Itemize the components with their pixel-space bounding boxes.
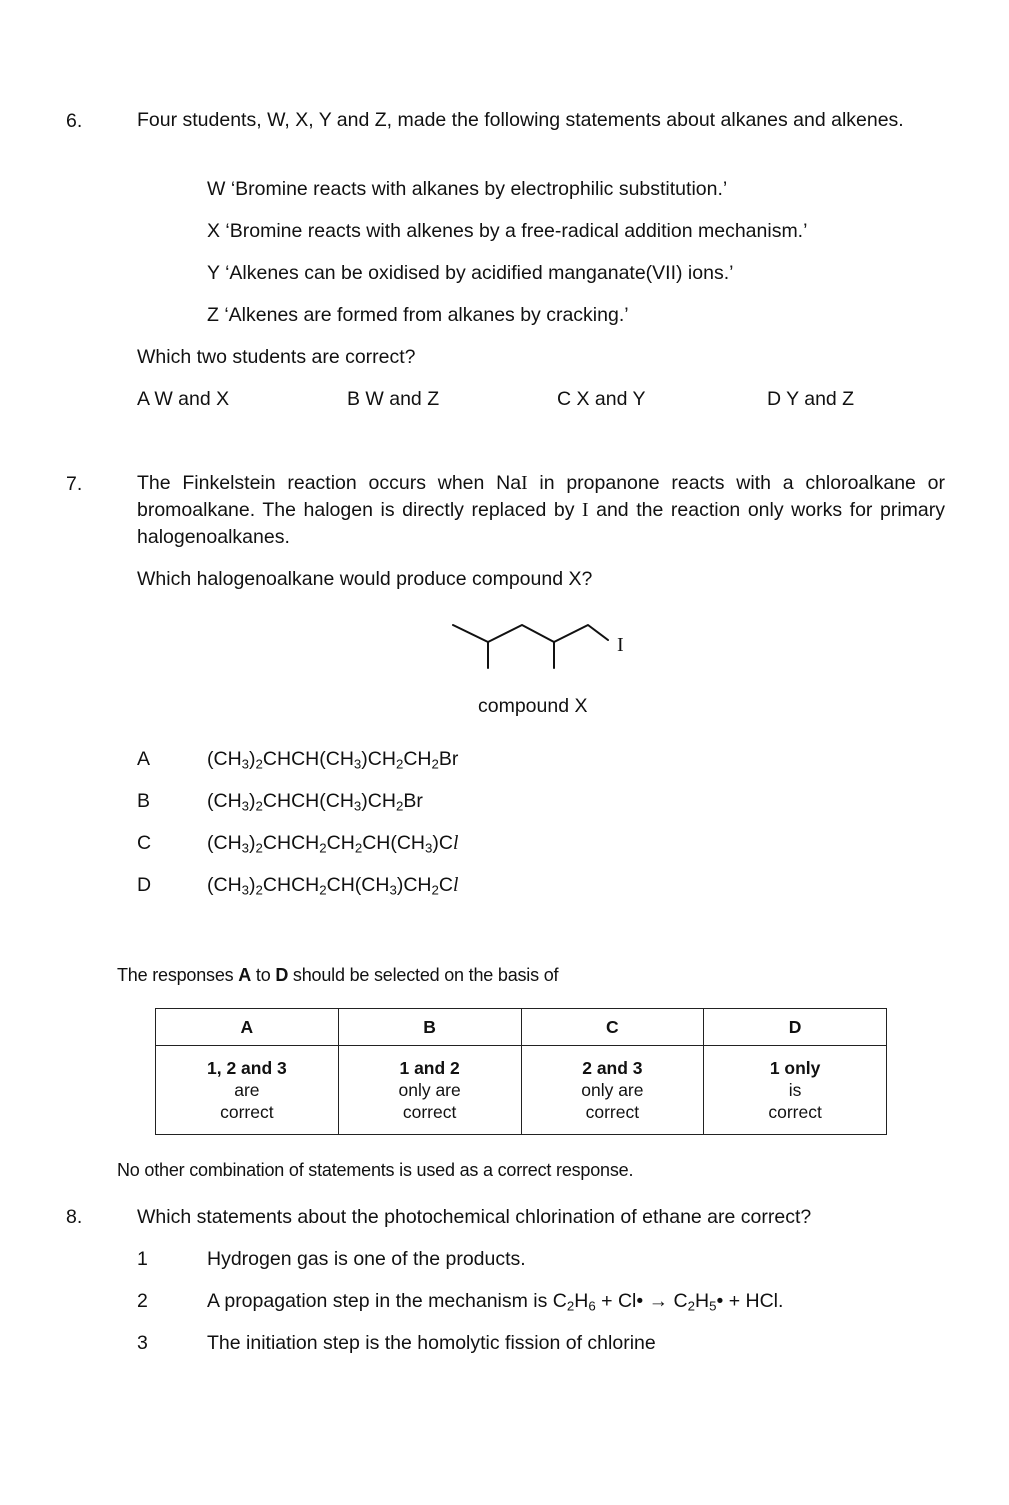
q8-statement-2-number: 2	[137, 1290, 148, 1312]
iodine-atom-label: I	[617, 634, 624, 656]
basis-d: D	[275, 965, 289, 985]
q6-question: Which two students are correct?	[137, 346, 416, 368]
q7-stem-part1: The Finkelstein reaction occurs when Na	[137, 472, 522, 494]
cell-d-line3: correct	[768, 1102, 822, 1122]
q8-number: 8.	[66, 1206, 83, 1228]
q7-option-d-letter[interactable]: D	[137, 874, 152, 896]
q6-statement-w: W ‘Bromine reacts with alkanes by electrophilic substitution.’	[207, 178, 728, 200]
q6-option-a[interactable]: A W and X	[137, 388, 230, 410]
q8-statement-1-text: Hydrogen gas is one of the products.	[207, 1248, 526, 1270]
table-header-row	[156, 1009, 887, 1046]
compound-x-caption: compound X	[478, 695, 588, 717]
q7-option-c-formula[interactable]: $(CH_3)_2CHCH_2CH_2CH(CH_3)Cl$	[207, 832, 459, 856]
q7-option-b-formula[interactable]: $(CH_3)_2CHCH(CH_3)CH_2Br$	[207, 790, 423, 814]
compound-x-structure	[440, 612, 640, 672]
table-cell-b	[338, 1046, 521, 1135]
cell-b-line2: only are	[398, 1080, 461, 1100]
cell-a-line3: correct	[220, 1102, 274, 1122]
q7-option-d-formula[interactable]: $(CH_3)_2CHCH_2CH(CH_3)CH_2Cl$	[207, 874, 459, 898]
q7-stem-part2: in propanone reacts with a chloroalkane or bromoalkane. The halogen is directly replaced by	[137, 472, 946, 521]
table-header-a: A	[156, 1009, 339, 1046]
response-footnote: No other combination of statements is used as a correct response.	[117, 1160, 634, 1180]
cell-a-bold: 1, 2 and 3	[206, 1058, 287, 1078]
table-header-c: C	[521, 1009, 704, 1046]
cell-b-bold: 1 and 2	[399, 1058, 460, 1078]
q6-number: 6.	[66, 110, 83, 132]
response-key-table	[155, 1008, 887, 1135]
q6-statement-x: X ‘Bromine reacts with alkenes by a free-radical addition mechanism.’	[207, 220, 808, 242]
response-basis	[117, 962, 558, 988]
table-header-d: D	[704, 1009, 887, 1046]
table-header-b: B	[338, 1009, 521, 1046]
table-cell-a	[156, 1046, 339, 1135]
q8-stem: Which statements about the photochemical chlorination of ethane are correct?	[137, 1206, 812, 1228]
q8-statement-3-number: 3	[137, 1332, 148, 1354]
q7-option-b-letter[interactable]: B	[137, 790, 151, 812]
q8-statement-3-text: The initiation step is the homolytic fission of chlorine	[207, 1332, 656, 1354]
cell-a-line2: are	[234, 1080, 260, 1100]
table-cell-c	[521, 1046, 704, 1135]
table-row	[156, 1046, 887, 1135]
table-cell-d	[704, 1046, 887, 1135]
q7-stem-iodine-1: I	[521, 473, 528, 494]
q7-number: 7.	[66, 473, 83, 495]
cell-c-line3: correct	[585, 1102, 640, 1122]
basis-a: A	[238, 965, 252, 985]
basis-post: should be selected on the basis of	[288, 965, 559, 985]
q6-option-c[interactable]: C X and Y	[557, 388, 646, 410]
basis-pre: The responses	[117, 965, 239, 985]
q8-statement-2-text: A propagation step in the mechanism is $C_2H_6$ + Cl• → $C_2H_5•$ + HCl.	[207, 1290, 784, 1314]
q6-stem: Four students, W, X, Y and Z, made the following statements about alkanes and alkenes.	[137, 109, 904, 131]
q7-option-c-letter[interactable]: C	[137, 832, 152, 854]
q6-option-d[interactable]: D Y and Z	[767, 388, 855, 410]
cell-d-line2: is	[788, 1080, 802, 1100]
q6-option-b[interactable]: B W and Z	[347, 388, 440, 410]
q8-statement-1-number: 1	[137, 1248, 148, 1270]
q7-question: Which halogenoalkane would produce compound X?	[137, 568, 593, 590]
q7-stem-part3: and the reaction only works for primary halogenoalkanes.	[137, 499, 945, 548]
basis-mid: to	[251, 965, 276, 985]
skeletal-bonds	[453, 625, 608, 668]
q7-option-a-letter[interactable]: A	[137, 748, 151, 770]
q6-statement-z: Z ‘Alkenes are formed from alkanes by cracking.’	[207, 304, 629, 326]
cell-d-bold: 1 only	[769, 1058, 821, 1078]
q6-statement-y: Y ‘Alkenes can be oxidised by acidified manganate(VII) ions.’	[207, 262, 734, 284]
cell-c-line2: only are	[581, 1080, 644, 1100]
q7-stem-iodine-2: I	[582, 500, 589, 521]
cell-b-line3: correct	[402, 1102, 457, 1122]
cell-c-bold: 2 and 3	[582, 1058, 643, 1078]
q7-stem	[137, 470, 945, 551]
q7-option-a-formula[interactable]: $(CH_3)_2CHCH(CH_3)CH_2CH_2Br$	[207, 748, 459, 772]
